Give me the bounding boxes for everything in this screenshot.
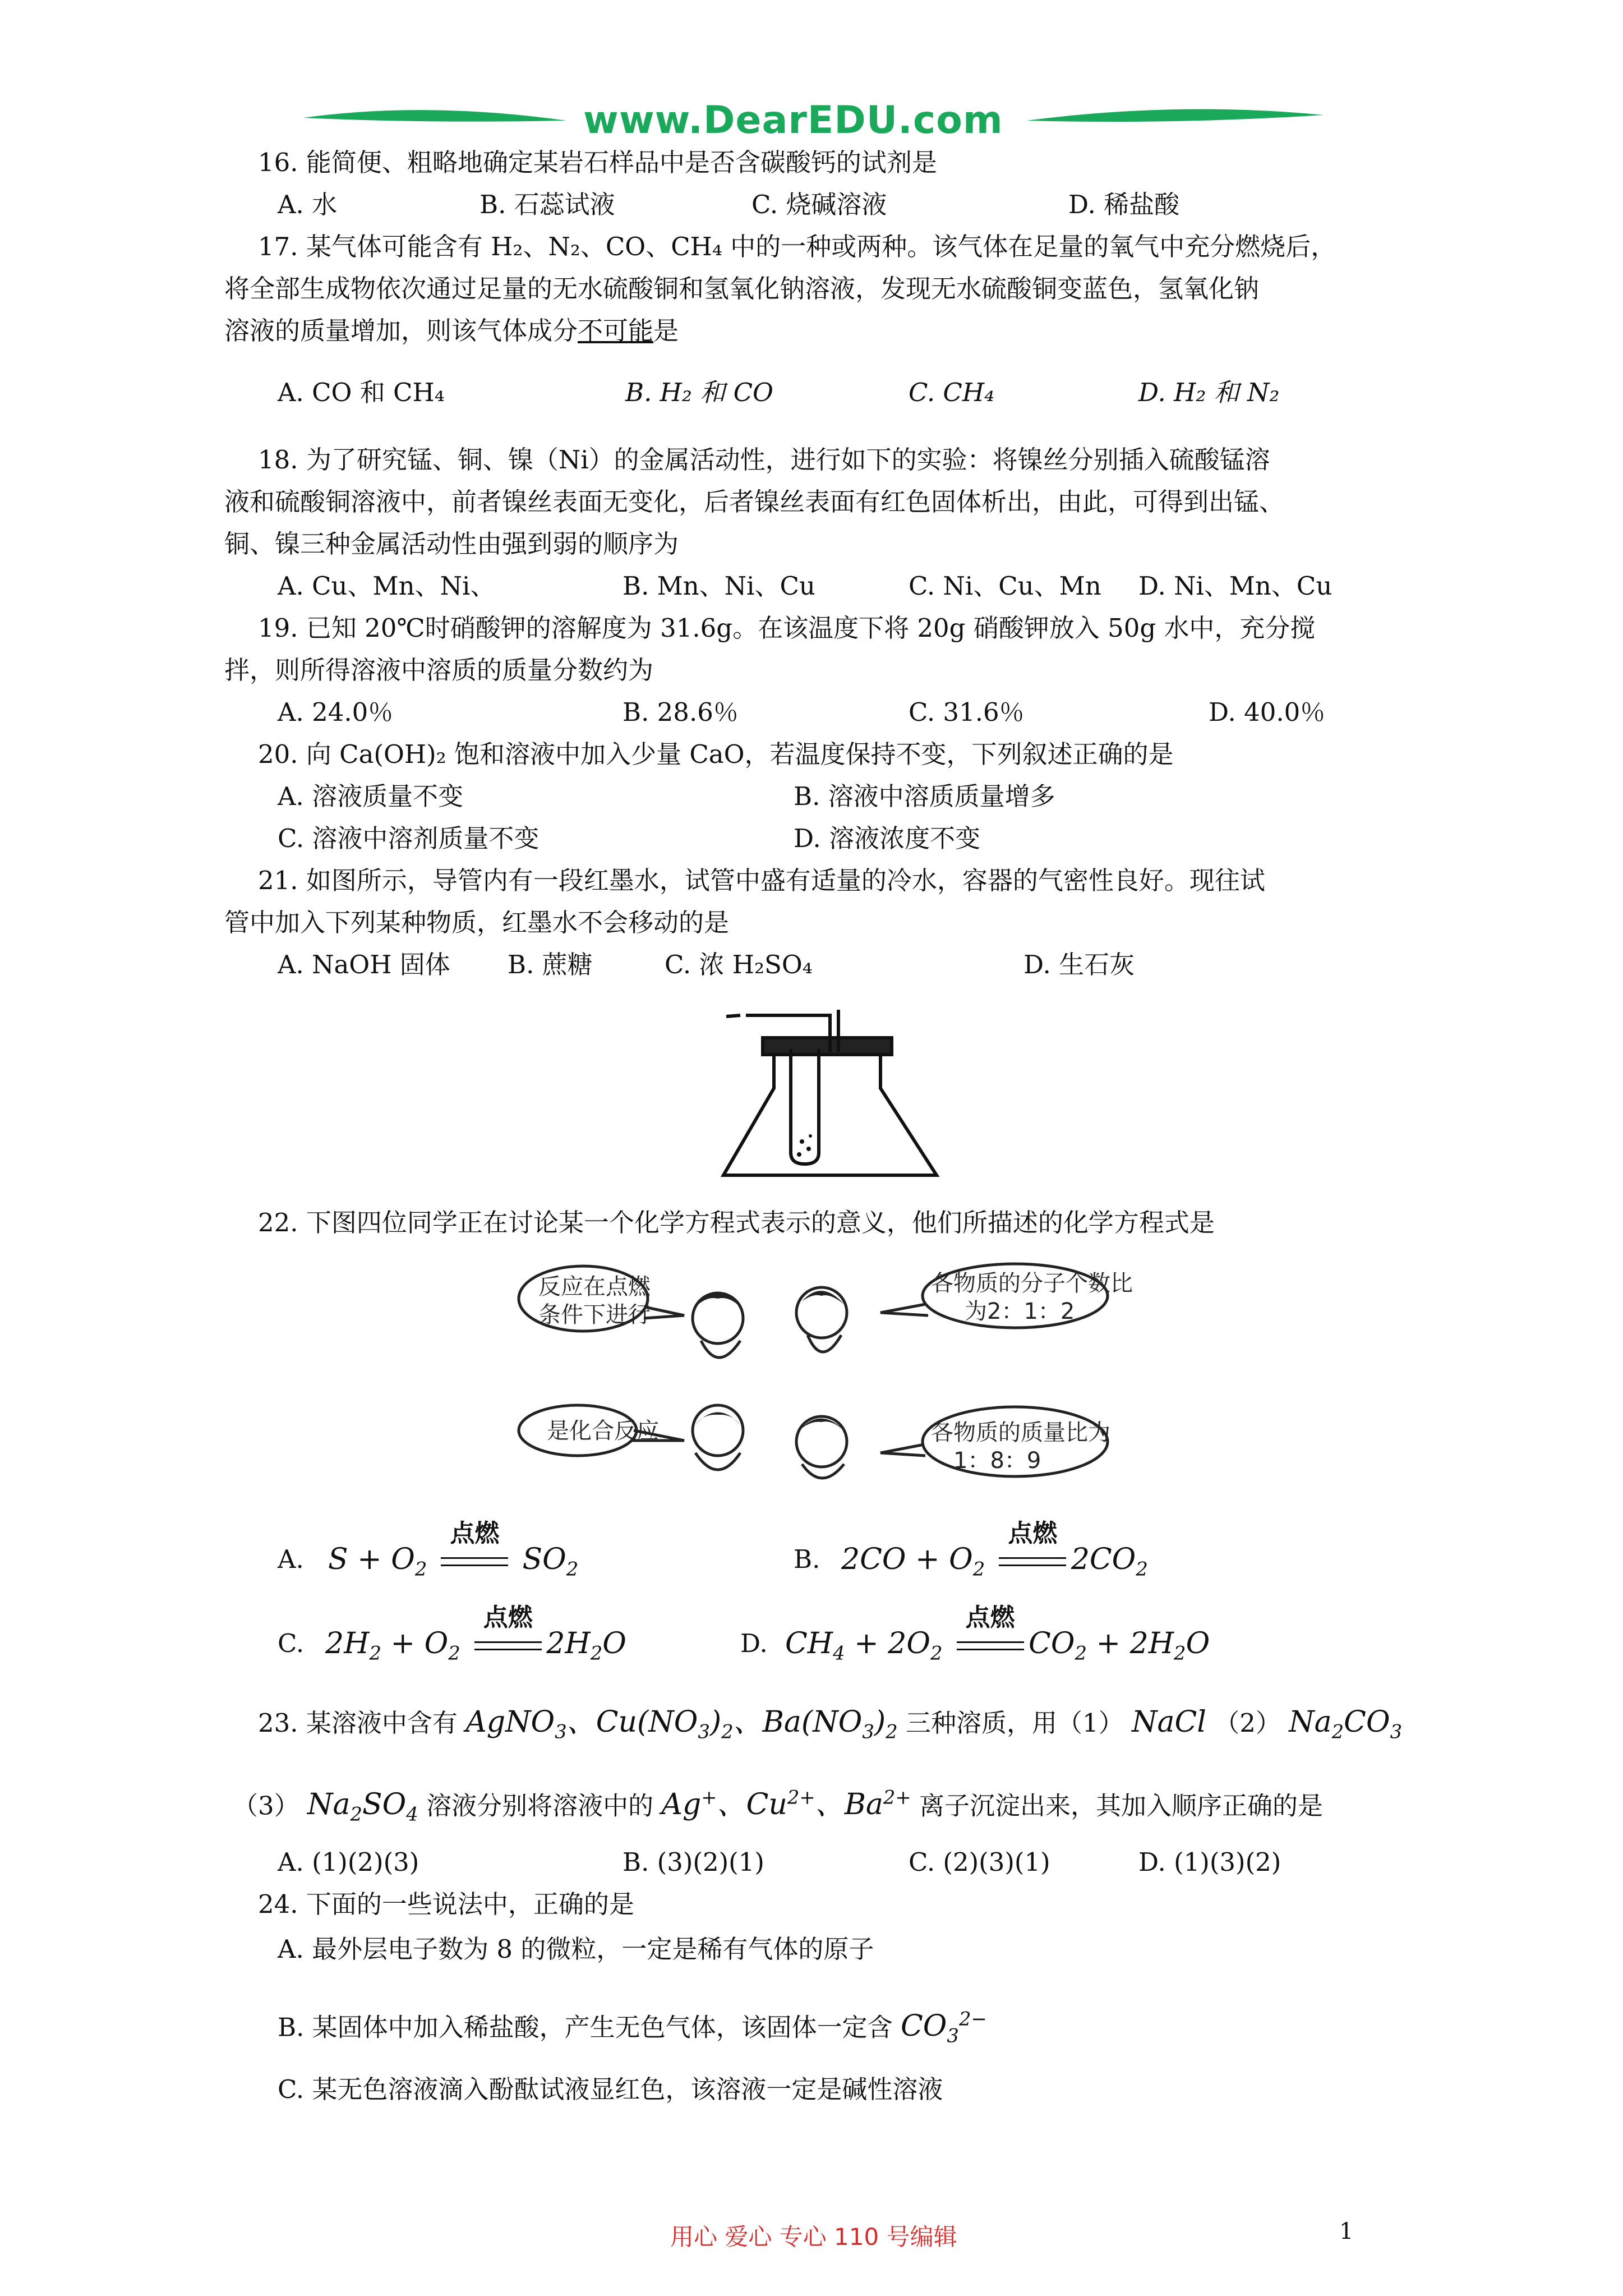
- q24-option-c: C. 某无色溶液滴入酚酞试液显红色，该溶液一定是碱性溶液: [278, 2074, 943, 2104]
- q22-option-d-label: D.: [740, 1628, 768, 1658]
- q17-line2: 将全部生成物依次通过足量的无水硫酸铜和氢氧化钠溶液，发现无水硫酸铜变蓝色，氢氧化钠: [224, 274, 1260, 303]
- q17-option-c: C. CH₄: [909, 378, 995, 407]
- bubble2-line1: 各物质的分子个数比: [931, 1271, 1133, 1296]
- q22-option-b-equation: $2CO + O_2$ 点燃 $2CO_2$: [841, 1519, 1148, 1580]
- q20-option-d: D. 溶液浓度不变: [794, 823, 981, 853]
- bubble3-line1: 是化合反应: [547, 1418, 659, 1444]
- q16-option-a: A. 水: [278, 190, 338, 219]
- bubble1-line2: 条件下进行: [538, 1302, 651, 1328]
- bubble2-line2: 为2：1：2: [965, 1299, 1075, 1324]
- q19-option-c: C. 31.6％: [909, 697, 1025, 727]
- q16-option-c: C. 烧碱溶液: [751, 190, 887, 219]
- flask-apparatus-figure: [712, 1004, 948, 1189]
- q24-option-b: B. 某固体中加入稀盐酸，产生无色气体，该固体一定含 $CO_3^{2-}$: [278, 2008, 987, 2047]
- q23-option-a: A. (1)(2)(3): [278, 1847, 419, 1877]
- q17-line1: 17. 某气体可能含有 H₂、N₂、CO、CH₄ 中的一种或两种。该气体在足量的氧气中充分燃烧后，: [258, 232, 1336, 261]
- page-number: 1: [1339, 2219, 1354, 2244]
- q19-line1: 19. 已知 20℃时硝酸钾的溶解度为 31.6g。在该温度下将 20g 硝酸钾放入 50g 水中，充分搅: [258, 613, 1316, 643]
- q19-line2: 拌，则所得溶液中溶质的质量分数约为: [224, 655, 654, 685]
- q20-line1: 20. 向 Ca(OH)₂ 饱和溶液中加入少量 CaO，若温度保持不变，下列叙述正确的是: [258, 739, 1174, 769]
- q22-option-c-equation: $2H_2 + O_2$ 点燃 $2H_2O$: [325, 1603, 626, 1664]
- q24-option-a: A. 最外层电子数为 8 的微粒，一定是稀有气体的原子: [278, 1934, 874, 1964]
- q21-option-a: A. NaOH 固体: [278, 950, 450, 979]
- q24-line1: 24. 下面的一些说法中，正确的是: [258, 1889, 634, 1919]
- footer-text: 用心 爱心 专心 110 号编辑: [670, 2223, 957, 2251]
- q18-line2: 液和硫酸铜溶液中，前者镍丝表面无变化，后者镍丝表面有红色固体析出，由此，可得到出锰、: [224, 487, 1285, 517]
- q18-line1: 18. 为了研究锰、铜、镍（Ni）的金属活动性，进行如下的实验：将镍丝分别插入硫酸锰溶: [258, 445, 1270, 475]
- q18-option-c: C. Ni、Cu、Mn: [909, 571, 1101, 601]
- q23-option-c: C. (2)(3)(1): [909, 1847, 1050, 1877]
- q17-line3: 溶液的质量增加，则该气体成分不可能是: [224, 316, 679, 346]
- q22-option-a-label: A.: [278, 1544, 304, 1574]
- site-logo[interactable]: www.DearEDU.com: [583, 98, 1003, 142]
- q19-option-a: A. 24.0％: [278, 697, 394, 727]
- q23-line2: （3） $Na_2SO_4$ 溶液分别将溶液中的 Ag+、$Cu^{2+}$、$Ba^{2+}$ 离子沉淀出来，其加入顺序正确的是: [233, 1787, 1324, 1825]
- q22-option-c-label: C.: [278, 1628, 305, 1658]
- q16-option-d: D. 稀盐酸: [1068, 190, 1180, 219]
- q22-option-a-equation: $S + O_2$ 点燃 $SO_2$: [328, 1519, 579, 1580]
- q18-option-d: D. Ni、Mn、Cu: [1138, 571, 1332, 601]
- q16-option-b: B. 石蕊试液: [479, 190, 615, 219]
- q18-line3: 铜、镍三种金属活动性由强到弱的顺序为: [224, 529, 679, 559]
- q17-option-d: D. H₂ 和 N₂: [1138, 378, 1280, 407]
- q21-line1: 21. 如图所示，导管内有一段红墨水，试管中盛有适量的冷水，容器的气密性良好。现往试: [258, 866, 1265, 895]
- q19-option-d: D. 40.0％: [1209, 697, 1326, 727]
- q22-option-b-label: B.: [794, 1544, 820, 1574]
- q18-option-a: A. Cu、Mn、Ni、: [278, 571, 496, 601]
- q23-line1: 23. 某溶液中含有 AgNO$_3$、$Cu(NO_3)_2$、$Ba(NO_3)_2$ 三种溶质，用（1） NaCl （2） $Na_2CO_3$: [258, 1705, 1403, 1743]
- q16-stem: 16. 能简便、粗略地确定某岩石样品中是否含碳酸钙的试剂是: [258, 148, 937, 177]
- q21-line2: 管中加入下列某种物质，红墨水不会移动的是: [224, 908, 730, 937]
- q19-option-b: B. 28.6％: [623, 697, 739, 727]
- q21-option-b: B. 蔗糖: [508, 950, 593, 979]
- q21-option-c: C. 浓 H₂SO₄: [665, 950, 813, 979]
- q17-emphasis: 不可能: [578, 316, 654, 346]
- q20-option-c: C. 溶液中溶剂质量不变: [278, 823, 540, 853]
- q20-option-a: A. 溶液质量不变: [278, 781, 464, 811]
- bubble4-line2: 1：8：9: [953, 1448, 1041, 1474]
- q23-option-b: B. (3)(2)(1): [623, 1847, 764, 1877]
- q23-option-d: D. (1)(3)(2): [1138, 1847, 1281, 1877]
- q22-option-d-equation: $CH_4 + 2O_2$ 点燃 $CO_2 + 2H_2O$: [785, 1603, 1210, 1664]
- bubble1-line1: 反应在点燃: [538, 1274, 651, 1300]
- bubble4-line1: 各物质的质量比为: [931, 1420, 1110, 1446]
- q17-option-b: B. H₂ 和 CO: [625, 378, 773, 407]
- q20-option-b: B. 溶液中溶质质量增多: [794, 781, 1055, 811]
- q18-option-b: B. Mn、Ni、Cu: [623, 571, 815, 601]
- q21-option-d: D. 生石灰: [1023, 950, 1135, 979]
- q22-line1: 22. 下图四位同学正在讨论某一个化学方程式表示的意义，他们所描述的化学方程式是: [258, 1208, 1215, 1237]
- q17-option-a: A. CO 和 CH₄: [278, 378, 445, 407]
